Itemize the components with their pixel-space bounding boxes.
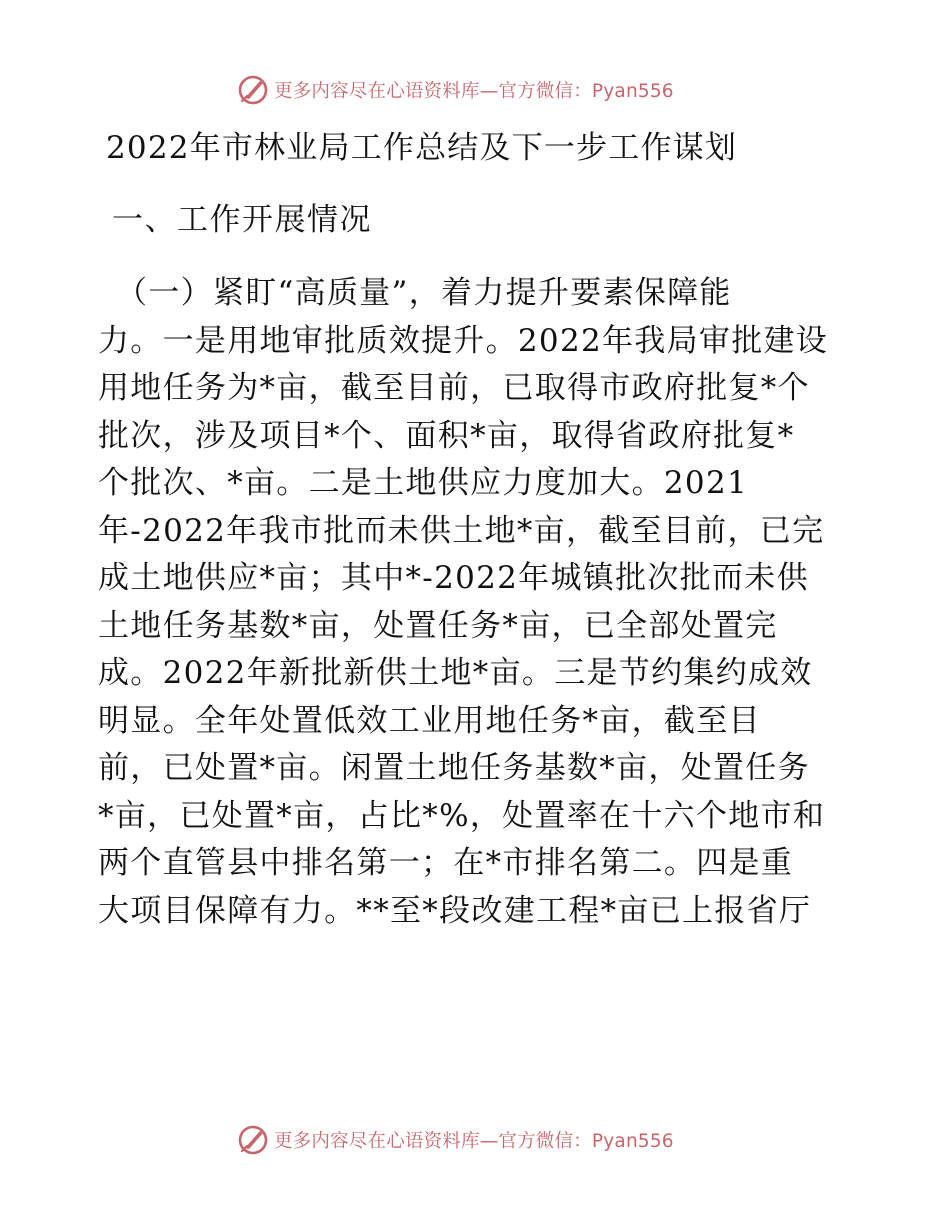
body-line: 成。2022年新批新供土地*亩。三是节约集约成效 <box>98 655 813 691</box>
body-line: 明显。全年处置低效工业用地任务*亩，截至目 <box>98 702 761 739</box>
body-line: *亩，已处置*亩，占比*%，处置率在十六个地市和 <box>98 797 826 834</box>
body-line: 批次，涉及项目*个、面积*亩，取得省政府批复* <box>98 417 795 454</box>
body-line: 成土地供应*亩；其中*-2022年城镇批次批而未供 <box>98 560 809 596</box>
body-line: 个批次、*亩。二是土地供应力度加大。2021 <box>98 465 748 501</box>
body-line: 前，已处置*亩。闲置土地任务基数*亩，处置任务 <box>98 750 810 786</box>
body-line: 土地任务基数*亩，处置任务*亩，已全部处置完 <box>98 607 778 644</box>
header-banner <box>236 72 674 108</box>
section-heading: 一、工作开展情况 <box>112 202 372 238</box>
body-line: 大项目保障有力。**至*段改建工程*亩已上报省厅 <box>98 892 812 929</box>
body-line: 用地任务为*亩，截至目前，已取得市政府批复*个 <box>98 370 810 406</box>
body-text <box>98 270 878 935</box>
quill-circle-logo-icon <box>236 1123 270 1157</box>
quill-circle-logo-icon <box>236 73 270 107</box>
footer-banner <box>236 1122 674 1158</box>
body-line: 两个直管县中排名第一；在*市排名第二。四是重 <box>98 845 794 881</box>
body-line: （一）紧盯“高质量”，着力提升要素保障能 <box>116 275 732 311</box>
document-title: 2022年市林业局工作总结及下一步工作谋划 <box>106 130 738 166</box>
header-banner-text: 更多内容尽在心语资料库—官方微信：Pyan556 <box>274 81 674 102</box>
footer-banner-text: 更多内容尽在心语资料库—官方微信：Pyan556 <box>274 1131 674 1152</box>
body-line: 年-2022年我市批而未供土地*亩，截至目前，已完 <box>98 512 825 549</box>
body-line: 力。一是用地审批质效提升。2022年我局审批建设 <box>98 322 829 359</box>
